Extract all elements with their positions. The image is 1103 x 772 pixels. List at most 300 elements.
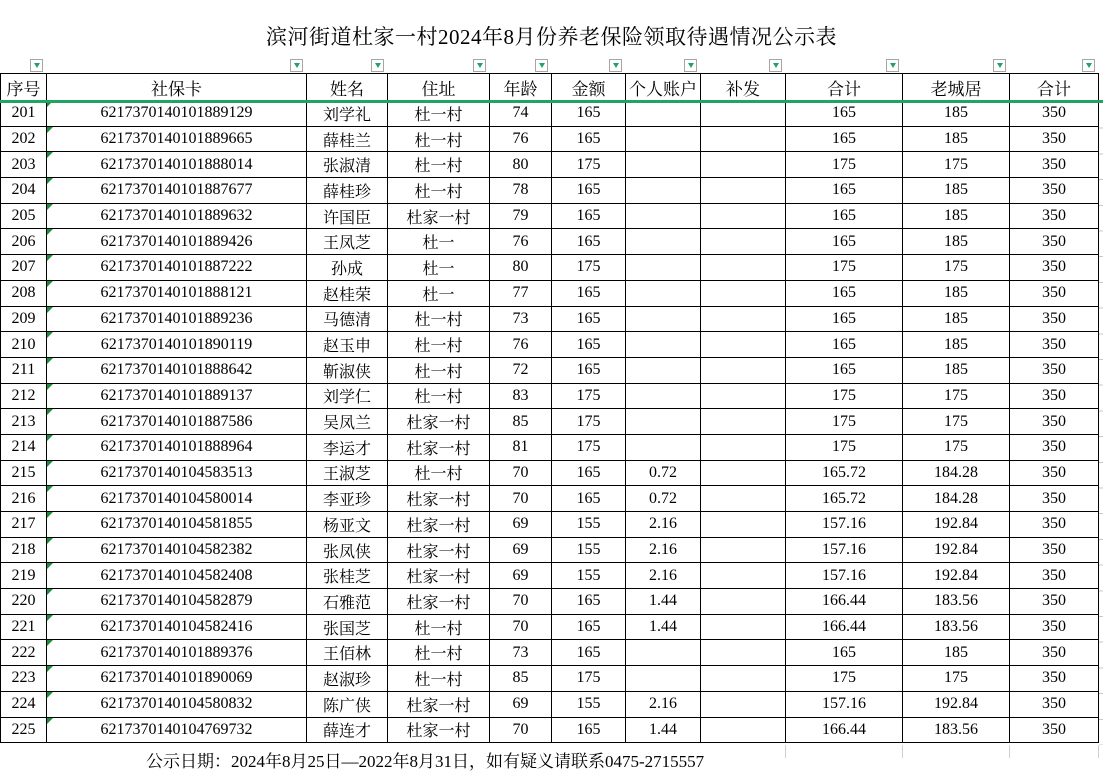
cell-social-card[interactable]: 6217370140104583513 (47, 460, 307, 486)
cell-name[interactable]: 刘学仁 (307, 383, 388, 409)
cell-serial[interactable]: 221 (1, 614, 47, 640)
cell-personal-account[interactable] (626, 178, 701, 204)
cell-amount[interactable]: 165 (552, 306, 626, 332)
filter-button-total[interactable] (886, 59, 899, 72)
column-header-total[interactable]: 合计 (786, 74, 903, 101)
cell-serial[interactable]: 202 (1, 126, 47, 152)
cell-grand-total[interactable]: 350 (1010, 460, 1099, 486)
filter-button-reissue[interactable] (769, 59, 782, 72)
cell-old-city-resident[interactable]: 183.56 (903, 614, 1010, 640)
cell-name[interactable]: 石雅范 (307, 589, 388, 615)
cell-serial[interactable]: 224 (1, 691, 47, 717)
cell-grand-total[interactable]: 350 (1010, 409, 1099, 435)
cell-grand-total[interactable]: 350 (1010, 614, 1099, 640)
cell-grand-total[interactable]: 350 (1010, 563, 1099, 589)
cell-amount[interactable]: 155 (552, 563, 626, 589)
cell-amount[interactable]: 175 (552, 434, 626, 460)
cell-personal-account[interactable] (626, 332, 701, 358)
cell-amount[interactable]: 165 (552, 280, 626, 306)
cell-personal-account[interactable]: 0.72 (626, 460, 701, 486)
cell-amount[interactable]: 155 (552, 537, 626, 563)
cell-age[interactable]: 74 (490, 101, 552, 127)
cell-grand-total[interactable]: 350 (1010, 357, 1099, 383)
cell-old-city-resident[interactable]: 185 (903, 126, 1010, 152)
cell-name[interactable]: 刘学礼 (307, 101, 388, 127)
cell-address[interactable]: 杜家一村 (388, 409, 490, 435)
cell-reissue[interactable] (701, 152, 786, 178)
cell-old-city-resident[interactable]: 175 (903, 255, 1010, 281)
cell-social-card[interactable]: 6217370140101889665 (47, 126, 307, 152)
cell-social-card[interactable]: 6217370140101888121 (47, 280, 307, 306)
filter-button-name[interactable] (371, 59, 384, 72)
column-header-amount[interactable]: 金额 (552, 74, 626, 101)
column-header-old-city-resident[interactable]: 老城居 (903, 74, 1010, 101)
cell-personal-account[interactable] (626, 152, 701, 178)
cell-name[interactable]: 张国芝 (307, 614, 388, 640)
filter-button-address[interactable] (473, 59, 486, 72)
cell-social-card[interactable]: 6217370140101887586 (47, 409, 307, 435)
cell-old-city-resident[interactable]: 185 (903, 101, 1010, 127)
cell-social-card[interactable]: 6217370140101889632 (47, 203, 307, 229)
cell-serial[interactable]: 212 (1, 383, 47, 409)
cell-age[interactable]: 69 (490, 691, 552, 717)
cell-grand-total[interactable]: 350 (1010, 229, 1099, 255)
cell-name[interactable]: 薛桂珍 (307, 178, 388, 204)
cell-social-card[interactable]: 6217370140101888014 (47, 152, 307, 178)
cell-amount[interactable]: 165 (552, 486, 626, 512)
cell-old-city-resident[interactable]: 175 (903, 383, 1010, 409)
cell-total[interactable]: 166.44 (786, 589, 903, 615)
cell-amount[interactable]: 175 (552, 152, 626, 178)
cell-amount[interactable]: 165 (552, 178, 626, 204)
filter-button-old-city-resident[interactable] (993, 59, 1006, 72)
cell-grand-total[interactable]: 350 (1010, 383, 1099, 409)
cell-serial[interactable]: 209 (1, 306, 47, 332)
cell-serial[interactable]: 219 (1, 563, 47, 589)
cell-social-card[interactable]: 6217370140101889129 (47, 101, 307, 127)
cell-reissue[interactable] (701, 357, 786, 383)
filter-button-age[interactable] (535, 59, 548, 72)
cell-amount[interactable]: 175 (552, 666, 626, 692)
column-header-reissue[interactable]: 补发 (701, 74, 786, 101)
cell-social-card[interactable]: 6217370140104582879 (47, 589, 307, 615)
cell-age[interactable]: 70 (490, 614, 552, 640)
cell-social-card[interactable]: 6217370140101889236 (47, 306, 307, 332)
cell-age[interactable]: 85 (490, 409, 552, 435)
cell-reissue[interactable] (701, 255, 786, 281)
cell-grand-total[interactable]: 350 (1010, 101, 1099, 127)
cell-amount[interactable]: 175 (552, 409, 626, 435)
cell-old-city-resident[interactable]: 185 (903, 280, 1010, 306)
cell-serial[interactable]: 204 (1, 178, 47, 204)
cell-serial[interactable]: 216 (1, 486, 47, 512)
cell-address[interactable]: 杜一村 (388, 383, 490, 409)
cell-reissue[interactable] (701, 563, 786, 589)
cell-address[interactable]: 杜家一村 (388, 537, 490, 563)
cell-address[interactable]: 杜家一村 (388, 563, 490, 589)
cell-grand-total[interactable]: 350 (1010, 306, 1099, 332)
cell-reissue[interactable] (701, 306, 786, 332)
cell-social-card[interactable]: 6217370140101890069 (47, 666, 307, 692)
cell-social-card[interactable]: 6217370140101887677 (47, 178, 307, 204)
cell-personal-account[interactable] (626, 666, 701, 692)
cell-old-city-resident[interactable]: 185 (903, 203, 1010, 229)
cell-address[interactable]: 杜一 (388, 229, 490, 255)
cell-personal-account[interactable]: 1.44 (626, 589, 701, 615)
cell-name[interactable]: 赵玉申 (307, 332, 388, 358)
cell-name[interactable]: 吴凤兰 (307, 409, 388, 435)
cell-serial[interactable]: 220 (1, 589, 47, 615)
cell-reissue[interactable] (701, 332, 786, 358)
cell-old-city-resident[interactable]: 175 (903, 409, 1010, 435)
cell-old-city-resident[interactable]: 185 (903, 640, 1010, 666)
cell-address[interactable]: 杜家一村 (388, 434, 490, 460)
cell-grand-total[interactable]: 350 (1010, 512, 1099, 538)
cell-amount[interactable]: 175 (552, 383, 626, 409)
cell-personal-account[interactable]: 2.16 (626, 691, 701, 717)
cell-amount[interactable]: 165 (552, 640, 626, 666)
cell-name[interactable]: 孙成 (307, 255, 388, 281)
cell-address[interactable]: 杜家一村 (388, 589, 490, 615)
cell-total[interactable]: 157.16 (786, 691, 903, 717)
cell-age[interactable]: 70 (490, 589, 552, 615)
cell-address[interactable]: 杜一村 (388, 101, 490, 127)
cell-name[interactable]: 王佰林 (307, 640, 388, 666)
cell-old-city-resident[interactable]: 184.28 (903, 486, 1010, 512)
filter-button-grand-total[interactable] (1082, 59, 1095, 72)
cell-serial[interactable]: 203 (1, 152, 47, 178)
cell-amount[interactable]: 165 (552, 614, 626, 640)
cell-grand-total[interactable]: 350 (1010, 717, 1099, 743)
cell-personal-account[interactable] (626, 357, 701, 383)
cell-total[interactable]: 166.44 (786, 614, 903, 640)
cell-reissue[interactable] (701, 717, 786, 743)
column-header-serial[interactable]: 序号 (1, 74, 47, 101)
cell-reissue[interactable] (701, 537, 786, 563)
cell-address[interactable]: 杜一村 (388, 460, 490, 486)
cell-amount[interactable]: 155 (552, 691, 626, 717)
cell-social-card[interactable]: 6217370140104582382 (47, 537, 307, 563)
cell-personal-account[interactable] (626, 306, 701, 332)
cell-address[interactable]: 杜一村 (388, 306, 490, 332)
cell-reissue[interactable] (701, 178, 786, 204)
cell-total[interactable]: 165 (786, 640, 903, 666)
cell-age[interactable]: 70 (490, 486, 552, 512)
cell-serial[interactable]: 215 (1, 460, 47, 486)
cell-address[interactable]: 杜一村 (388, 152, 490, 178)
cell-name[interactable]: 李亚珍 (307, 486, 388, 512)
cell-serial[interactable]: 214 (1, 434, 47, 460)
cell-social-card[interactable]: 6217370140101889376 (47, 640, 307, 666)
filter-button-serial[interactable] (30, 59, 43, 72)
cell-total[interactable]: 175 (786, 409, 903, 435)
cell-address[interactable]: 杜家一村 (388, 717, 490, 743)
cell-reissue[interactable] (701, 512, 786, 538)
cell-total[interactable]: 165 (786, 126, 903, 152)
cell-reissue[interactable] (701, 126, 786, 152)
cell-serial[interactable]: 223 (1, 666, 47, 692)
cell-reissue[interactable] (701, 229, 786, 255)
cell-grand-total[interactable]: 350 (1010, 640, 1099, 666)
cell-age[interactable]: 73 (490, 306, 552, 332)
cell-reissue[interactable] (701, 666, 786, 692)
cell-age[interactable]: 70 (490, 460, 552, 486)
cell-reissue[interactable] (701, 486, 786, 512)
cell-total[interactable]: 175 (786, 666, 903, 692)
cell-total[interactable]: 165.72 (786, 486, 903, 512)
cell-name[interactable]: 张桂芝 (307, 563, 388, 589)
cell-name[interactable]: 杨亚文 (307, 512, 388, 538)
cell-personal-account[interactable] (626, 229, 701, 255)
cell-serial[interactable]: 218 (1, 537, 47, 563)
cell-address[interactable]: 杜一 (388, 255, 490, 281)
cell-old-city-resident[interactable]: 175 (903, 666, 1010, 692)
cell-personal-account[interactable]: 2.16 (626, 537, 701, 563)
filter-button-personal-account[interactable] (684, 59, 697, 72)
cell-grand-total[interactable]: 350 (1010, 255, 1099, 281)
cell-personal-account[interactable] (626, 383, 701, 409)
cell-total[interactable]: 175 (786, 434, 903, 460)
cell-social-card[interactable]: 6217370140101890119 (47, 332, 307, 358)
cell-age[interactable]: 83 (490, 383, 552, 409)
cell-personal-account[interactable]: 0.72 (626, 486, 701, 512)
cell-personal-account[interactable] (626, 640, 701, 666)
cell-address[interactable]: 杜一村 (388, 332, 490, 358)
cell-old-city-resident[interactable]: 175 (903, 152, 1010, 178)
cell-address[interactable]: 杜家一村 (388, 512, 490, 538)
cell-reissue[interactable] (701, 434, 786, 460)
cell-amount[interactable]: 165 (552, 589, 626, 615)
cell-grand-total[interactable]: 350 (1010, 589, 1099, 615)
cell-amount[interactable]: 165 (552, 332, 626, 358)
cell-old-city-resident[interactable]: 192.84 (903, 537, 1010, 563)
cell-total[interactable]: 175 (786, 152, 903, 178)
cell-serial[interactable]: 207 (1, 255, 47, 281)
cell-grand-total[interactable]: 350 (1010, 434, 1099, 460)
cell-age[interactable]: 79 (490, 203, 552, 229)
cell-old-city-resident[interactable]: 185 (903, 306, 1010, 332)
cell-personal-account[interactable] (626, 101, 701, 127)
cell-serial[interactable]: 210 (1, 332, 47, 358)
cell-reissue[interactable] (701, 614, 786, 640)
cell-serial[interactable]: 222 (1, 640, 47, 666)
cell-age[interactable]: 80 (490, 255, 552, 281)
cell-reissue[interactable] (701, 409, 786, 435)
cell-address[interactable]: 杜家一村 (388, 203, 490, 229)
cell-total[interactable]: 157.16 (786, 512, 903, 538)
cell-age[interactable]: 77 (490, 280, 552, 306)
cell-age[interactable]: 69 (490, 563, 552, 589)
cell-total[interactable]: 165 (786, 306, 903, 332)
cell-social-card[interactable]: 6217370140101889137 (47, 383, 307, 409)
cell-age[interactable]: 69 (490, 537, 552, 563)
cell-amount[interactable]: 165 (552, 229, 626, 255)
cell-total[interactable]: 165 (786, 101, 903, 127)
filter-button-social-card[interactable] (290, 59, 303, 72)
cell-serial[interactable]: 206 (1, 229, 47, 255)
cell-old-city-resident[interactable]: 185 (903, 357, 1010, 383)
column-header-address[interactable]: 住址 (388, 74, 490, 101)
cell-amount[interactable]: 165 (552, 101, 626, 127)
cell-old-city-resident[interactable]: 175 (903, 434, 1010, 460)
cell-personal-account[interactable] (626, 255, 701, 281)
cell-old-city-resident[interactable]: 183.56 (903, 589, 1010, 615)
cell-address[interactable]: 杜一村 (388, 178, 490, 204)
cell-grand-total[interactable]: 350 (1010, 537, 1099, 563)
table-row (1, 280, 1099, 306)
cell-total[interactable]: 165 (786, 229, 903, 255)
cell-age[interactable]: 80 (490, 152, 552, 178)
cell-grand-total[interactable]: 350 (1010, 203, 1099, 229)
filter-cell-grand-total (1009, 57, 1098, 73)
cell-reissue[interactable] (701, 691, 786, 717)
cell-old-city-resident[interactable]: 192.84 (903, 563, 1010, 589)
cell-personal-account[interactable] (626, 280, 701, 306)
filter-button-amount[interactable] (609, 59, 622, 72)
cell-age[interactable]: 76 (490, 332, 552, 358)
cell-reissue[interactable] (701, 203, 786, 229)
cell-total[interactable]: 175 (786, 383, 903, 409)
cell-total[interactable]: 157.16 (786, 537, 903, 563)
cell-serial[interactable]: 225 (1, 717, 47, 743)
cell-total[interactable]: 157.16 (786, 563, 903, 589)
cell-social-card[interactable]: 6217370140101889426 (47, 229, 307, 255)
cell-serial[interactable]: 205 (1, 203, 47, 229)
cell-amount[interactable]: 165 (552, 126, 626, 152)
cell-personal-account[interactable]: 1.44 (626, 717, 701, 743)
cell-reissue[interactable] (701, 101, 786, 127)
cell-total[interactable]: 165 (786, 178, 903, 204)
cell-personal-account[interactable]: 2.16 (626, 512, 701, 538)
cell-age[interactable]: 85 (490, 666, 552, 692)
cell-name[interactable]: 薛桂兰 (307, 126, 388, 152)
cell-grand-total[interactable]: 350 (1010, 332, 1099, 358)
cell-name[interactable]: 王淑芝 (307, 460, 388, 486)
cell-amount[interactable]: 165 (552, 717, 626, 743)
column-header-name[interactable]: 姓名 (307, 74, 388, 101)
cell-old-city-resident[interactable]: 192.84 (903, 691, 1010, 717)
cell-reissue[interactable] (701, 280, 786, 306)
cell-social-card[interactable]: 6217370140101888642 (47, 357, 307, 383)
cell-social-card[interactable]: 6217370140104581855 (47, 512, 307, 538)
cell-reissue[interactable] (701, 640, 786, 666)
cell-personal-account[interactable] (626, 434, 701, 460)
cell-address[interactable]: 杜一村 (388, 666, 490, 692)
cell-grand-total[interactable]: 350 (1010, 666, 1099, 692)
cell-amount[interactable]: 165 (552, 357, 626, 383)
cell-address[interactable]: 杜家一村 (388, 486, 490, 512)
cell-serial[interactable]: 213 (1, 409, 47, 435)
cell-reissue[interactable] (701, 460, 786, 486)
cell-age[interactable]: 76 (490, 126, 552, 152)
cell-social-card[interactable]: 6217370140104580832 (47, 691, 307, 717)
cell-address[interactable]: 杜一村 (388, 126, 490, 152)
cell-address[interactable]: 杜家一村 (388, 691, 490, 717)
cell-old-city-resident[interactable]: 185 (903, 178, 1010, 204)
cell-grand-total[interactable]: 350 (1010, 691, 1099, 717)
cell-amount[interactable]: 155 (552, 512, 626, 538)
cell-grand-total[interactable]: 350 (1010, 280, 1099, 306)
cell-total[interactable]: 175 (786, 255, 903, 281)
cell-grand-total[interactable]: 350 (1010, 486, 1099, 512)
cell-name[interactable]: 李运才 (307, 434, 388, 460)
cell-serial[interactable]: 211 (1, 357, 47, 383)
cell-serial[interactable]: 208 (1, 280, 47, 306)
cell-age[interactable]: 72 (490, 357, 552, 383)
cell-grand-total[interactable]: 350 (1010, 152, 1099, 178)
cell-age[interactable]: 76 (490, 229, 552, 255)
column-header-grand-total[interactable]: 合计 (1010, 74, 1099, 101)
column-header-social-card[interactable]: 社保卡 (47, 74, 307, 101)
cell-social-card[interactable]: 6217370140104580014 (47, 486, 307, 512)
cell-name[interactable]: 张凤侠 (307, 537, 388, 563)
cell-total[interactable]: 165 (786, 357, 903, 383)
cell-grand-total[interactable]: 350 (1010, 126, 1099, 152)
cell-reissue[interactable] (701, 589, 786, 615)
cell-grand-total[interactable]: 350 (1010, 178, 1099, 204)
cell-old-city-resident[interactable]: 183.56 (903, 717, 1010, 743)
cell-name[interactable]: 许国臣 (307, 203, 388, 229)
column-header-age[interactable]: 年龄 (490, 74, 552, 101)
cell-amount[interactable]: 165 (552, 460, 626, 486)
cell-serial[interactable]: 201 (1, 101, 47, 127)
cell-address[interactable]: 杜一 (388, 280, 490, 306)
cell-social-card[interactable]: 6217370140104769732 (47, 717, 307, 743)
cell-name[interactable]: 王凤芝 (307, 229, 388, 255)
cell-name[interactable]: 靳淑侠 (307, 357, 388, 383)
cell-reissue[interactable] (701, 383, 786, 409)
cell-total[interactable]: 165 (786, 280, 903, 306)
cell-amount[interactable]: 175 (552, 255, 626, 281)
cell-social-card[interactable]: 6217370140101887222 (47, 255, 307, 281)
cell-personal-account[interactable] (626, 409, 701, 435)
cell-address[interactable]: 杜一村 (388, 614, 490, 640)
cell-age[interactable]: 81 (490, 434, 552, 460)
filter-cell-serial (0, 57, 46, 73)
cell-name[interactable]: 陈广侠 (307, 691, 388, 717)
cell-serial[interactable]: 217 (1, 512, 47, 538)
cell-personal-account[interactable] (626, 126, 701, 152)
cell-social-card[interactable]: 6217370140104582408 (47, 563, 307, 589)
cell-total[interactable]: 166.44 (786, 717, 903, 743)
cell-name[interactable]: 赵桂荣 (307, 280, 388, 306)
cell-social-card[interactable]: 6217370140101888964 (47, 434, 307, 460)
cell-old-city-resident[interactable]: 185 (903, 332, 1010, 358)
cell-old-city-resident[interactable]: 192.84 (903, 512, 1010, 538)
cell-total[interactable]: 165.72 (786, 460, 903, 486)
cell-address[interactable]: 杜一村 (388, 640, 490, 666)
cell-age[interactable]: 78 (490, 178, 552, 204)
column-header-personal-account[interactable]: 个人账户 (626, 74, 701, 101)
cell-name[interactable]: 马德清 (307, 306, 388, 332)
cell-name[interactable]: 张淑清 (307, 152, 388, 178)
cell-old-city-resident[interactable]: 185 (903, 229, 1010, 255)
cell-total[interactable]: 165 (786, 203, 903, 229)
cell-amount[interactable]: 165 (552, 203, 626, 229)
cell-age[interactable]: 69 (490, 512, 552, 538)
cell-name[interactable]: 薛连才 (307, 717, 388, 743)
cell-age[interactable]: 73 (490, 640, 552, 666)
cell-total[interactable]: 165 (786, 332, 903, 358)
cell-old-city-resident[interactable]: 184.28 (903, 460, 1010, 486)
cell-name[interactable]: 赵淑珍 (307, 666, 388, 692)
cell-social-card[interactable]: 6217370140104582416 (47, 614, 307, 640)
cell-personal-account[interactable]: 2.16 (626, 563, 701, 589)
cell-age[interactable]: 70 (490, 717, 552, 743)
cell-personal-account[interactable]: 1.44 (626, 614, 701, 640)
cell-personal-account[interactable] (626, 203, 701, 229)
cell-address[interactable]: 杜一村 (388, 357, 490, 383)
